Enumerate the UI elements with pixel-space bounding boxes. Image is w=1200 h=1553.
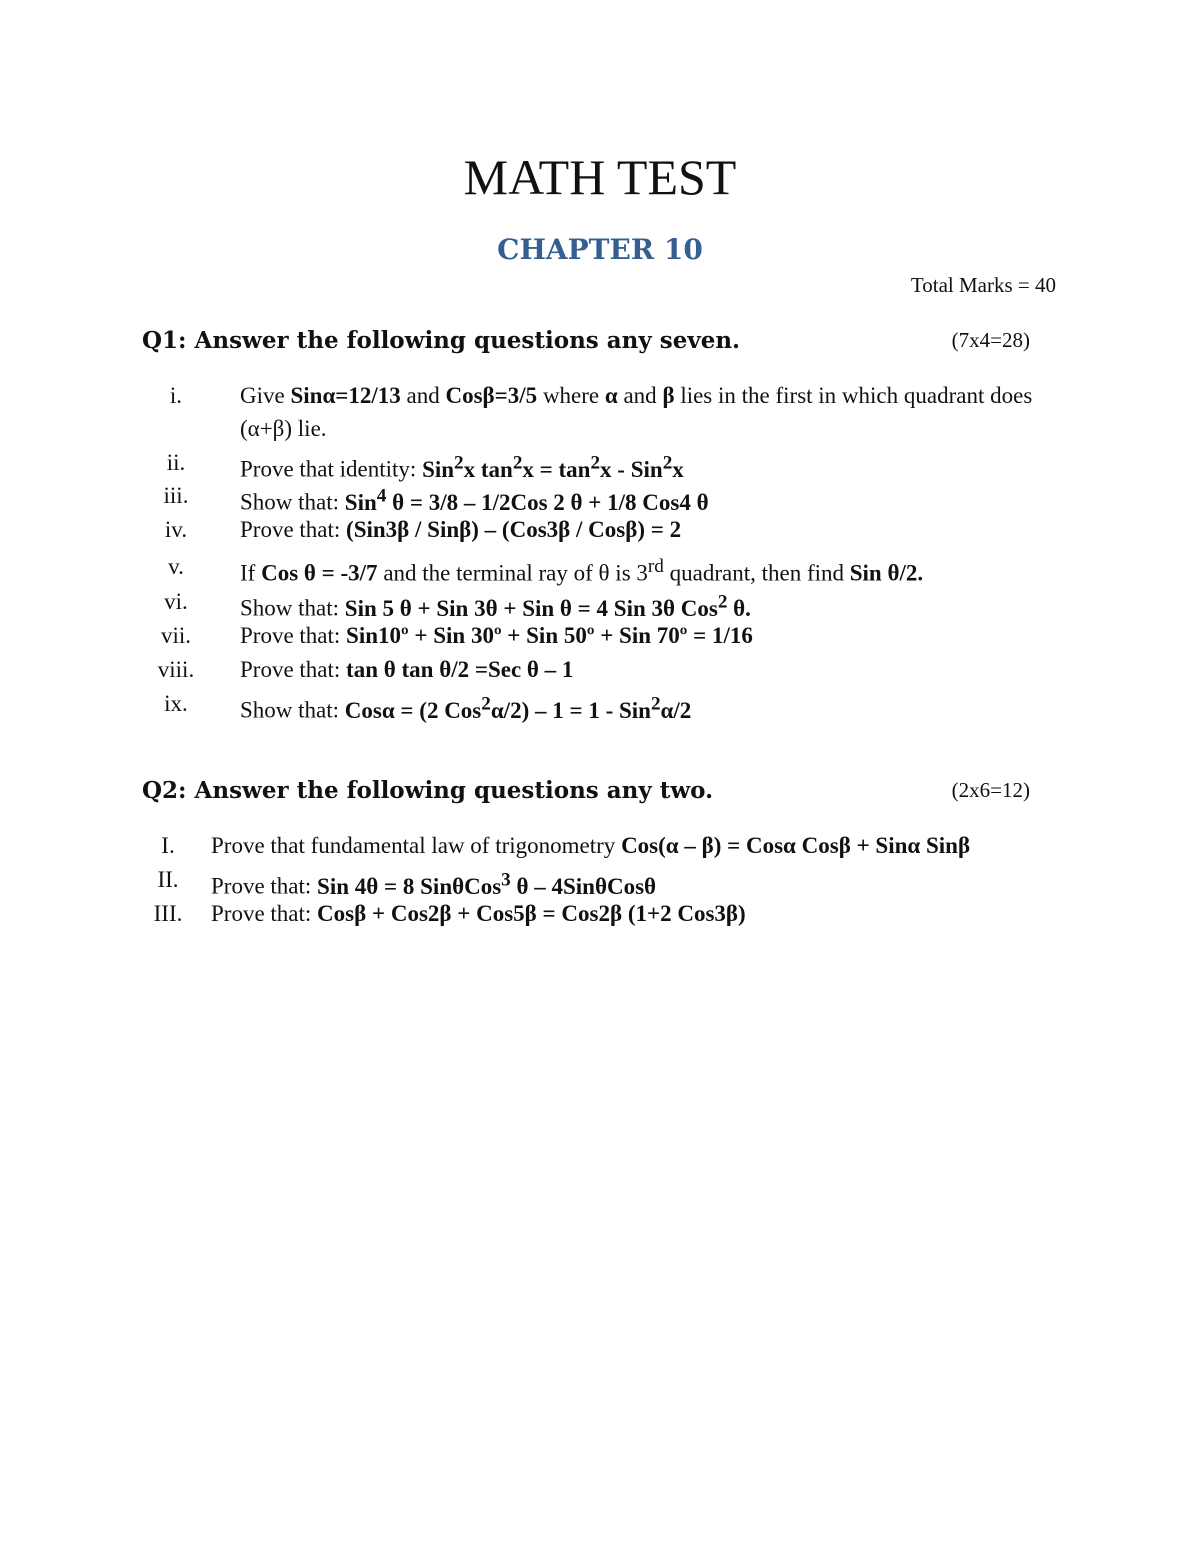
total-marks: Total Marks = 40 <box>910 273 1056 297</box>
q1-question-number: iv. <box>164 517 188 542</box>
q1-question-number: vi. <box>164 589 188 614</box>
q1-question-text: Prove that: (Sin3β / Sinβ) – (Cos3β / Cosβ) = 2 <box>240 517 682 542</box>
q2-question-text: Prove that fundamental law of trigonometry Cos(α – β) = Cosα Cosβ + Sinα Sinβ <box>211 833 971 858</box>
q1-heading-text: Q1: Answer the following questions any seven. <box>142 327 741 354</box>
chapter-heading: CHAPTER 10 <box>497 233 703 266</box>
q1-question-number: ix. <box>164 691 188 716</box>
q1-question-text: Give Sinα=12/13 and Cosβ=3/5 where α and β lies in the first in which quadrant does (α+β) lie. <box>240 383 1033 441</box>
q1-question-number: vii. <box>160 623 192 648</box>
q1-question-number: viii. <box>157 657 195 682</box>
q2-question-number: I. <box>161 833 175 858</box>
q2-question-text: Prove that: Sin 4θ = 8 SinθCos$^3$ θ – 4SinθCosθ <box>211 869 657 899</box>
q1-question-text: Show that: Sin$^4$ θ = 3/8 – 1/2Cos 2 θ + 1/8 Cos4 θ <box>240 485 709 515</box>
q2-question-text: Prove that: Cosβ + Cos2β + Cos5β = Cos2β (1+2 Cos3β) <box>211 901 746 926</box>
q1-question-number: ii. <box>166 450 186 475</box>
q1-question-number: iii. <box>163 483 189 508</box>
q1-question-text: Show that: Sin 5 θ + Sin 3θ + Sin θ = 4 Sin 3θ Cos$^2$ θ. <box>240 591 751 621</box>
q1-question-text: Show that: Cosα = (2 Cos$^2$α/2) – 1 = 1 - Sin$^2$α/2 <box>240 693 692 723</box>
q2-question-number: III. <box>153 901 183 926</box>
q1-question-text: Prove that identity: Sin$^2$x $\tan^2x = \tan^2x - Sin^2x$ <box>240 452 684 482</box>
q1-question-number: v. <box>168 554 184 579</box>
q1-question-text: Prove that: tan θ tan θ/2 =Sec θ – 1 <box>240 657 574 682</box>
q2-question-number: II. <box>157 867 179 892</box>
q1-question-text: If Cos θ = -3/7 and the terminal ray of θ is 3rd quadrant, then find Sin θ/2. <box>240 556 924 586</box>
q1-marks: (7x4=28) <box>951 328 1030 352</box>
q1-heading <box>142 327 1030 354</box>
page-title: MATH TEST <box>463 149 737 205</box>
q2-heading-text: Q2: Answer the following questions any two. <box>142 777 714 804</box>
q1-question-number: i. <box>169 383 183 408</box>
q2-heading <box>142 777 1030 804</box>
q1-question-text: Prove that: Sin10º + Sin 30º + Sin 50º + Sin 70º = 1/16 <box>240 623 753 648</box>
q2-marks: (2x6=12) <box>951 778 1030 802</box>
